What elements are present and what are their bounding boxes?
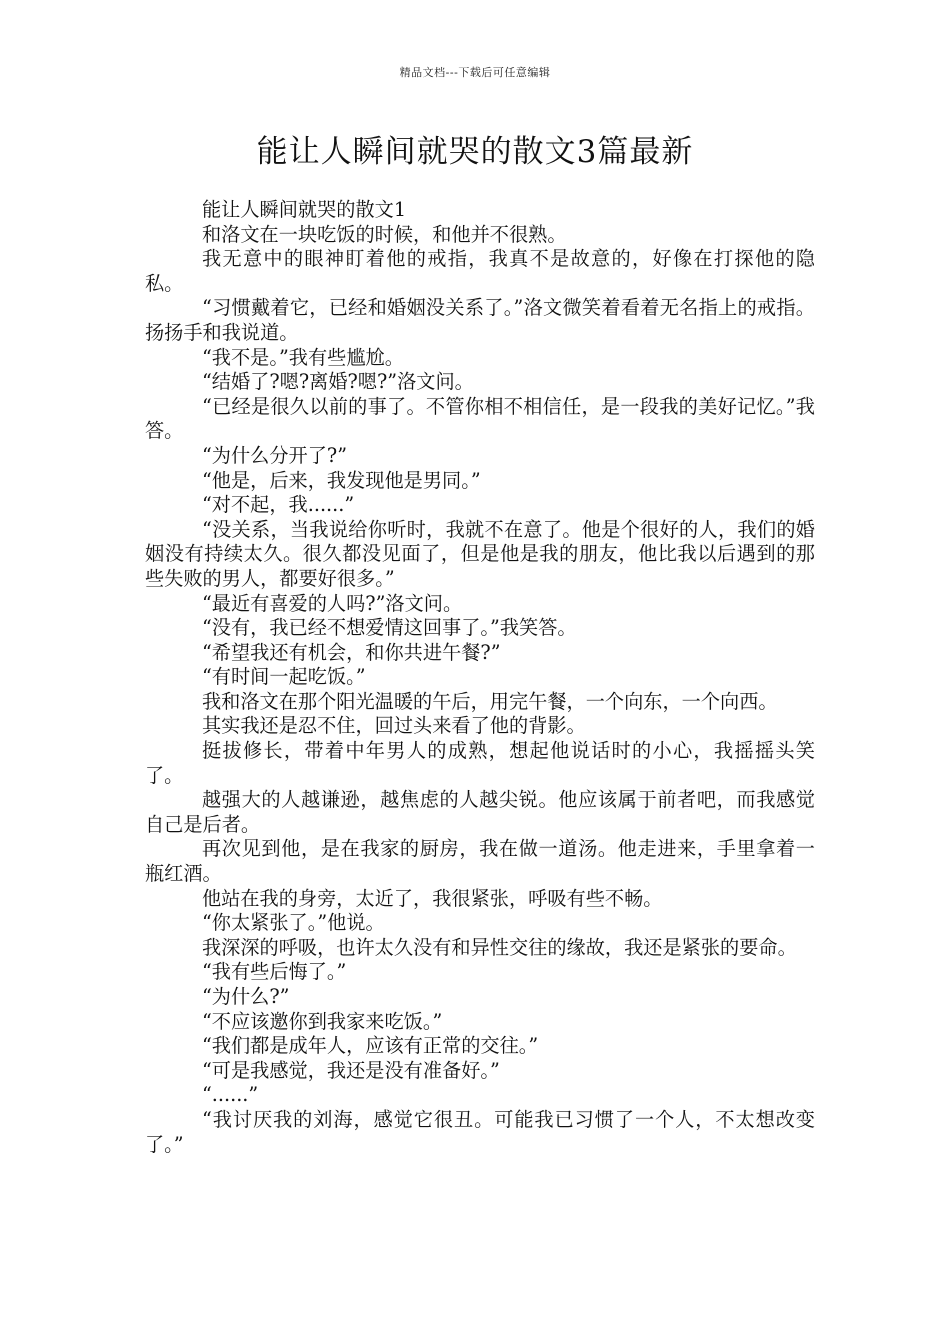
- paragraph: “你太紧张了。”他说。: [202, 911, 385, 935]
- page-header-note: 精品文档---下载后可任意编辑: [399, 66, 551, 79]
- section-heading: 能让人瞬间就哭的散文1: [202, 198, 407, 221]
- paragraph: “没关系，当我说给你听时，我就不在意了。他是个很好的人，我们的婚姻没有持续太久。很久都没见面了，但是他是我的朋友，他比我以后遇到的那些失败的男人，都要好很多。”: [145, 517, 815, 590]
- paragraph: “结婚了?嗯?离婚?嗯?”洛文问。: [202, 370, 474, 394]
- paragraph: “为什么分开了?”: [202, 443, 348, 467]
- paragraph: “对不起，我......”: [202, 493, 355, 517]
- paragraph: “为什么?”: [202, 985, 290, 1008]
- paragraph: “我讨厌我的刘海，感觉它很丑。可能我已习惯了一个人，不太想改变了。”: [145, 1107, 815, 1156]
- paragraph: “习惯戴着它，已经和婚姻没关系了。”洛文微笑着看着无名指上的戒指。扬扬手和我说道。: [145, 296, 815, 344]
- paragraph: “不应该邀你到我家来吃饭。”: [202, 1009, 443, 1033]
- paragraph: “没有，我已经不想爱情这回事了。”我笑答。: [202, 616, 577, 640]
- paragraph: 其实我还是忍不住，回过头来看了他的背影。: [202, 714, 586, 738]
- paragraph: 越强大的人越谦逊，越焦虑的人越尖锐。他应该属于前者吧，而我感觉自己是后者。: [145, 788, 815, 836]
- paragraph: 再次见到他，是在我家的厨房，我在做一道汤。他走进来，手里拿着一瓶红酒。: [145, 837, 815, 886]
- paragraph: “可是我感觉，我还是没有准备好。”: [202, 1058, 500, 1082]
- paragraph: 挺拔修长，带着中年男人的成熟，想起他说话时的小心，我摇摇头笑了。: [145, 739, 815, 787]
- paragraph: 和洛文在一块吃饭的时候，和他并不很熟。: [202, 222, 567, 246]
- document-title: 能让人瞬间就哭的散文3篇最新: [256, 134, 694, 170]
- paragraph: “我不是。”我有些尴尬。: [202, 345, 404, 369]
- paragraph: “我有些后悔了。”: [202, 960, 347, 984]
- paragraph: “有时间一起吃饭。”: [202, 665, 366, 689]
- paragraph: 他站在我的身旁，太近了，我很紧张，呼吸有些不畅。: [202, 886, 663, 910]
- paragraph: “最近有喜爱的人吗?”洛文问。: [202, 591, 463, 615]
- paragraph: “他是，后来，我发现他是男同。”: [202, 468, 481, 492]
- document-body: [145, 198, 815, 1157]
- paragraph: “已经是很久以前的事了。不管你相不相信任，是一段我的美好记忆。”我答。: [145, 394, 815, 443]
- paragraph: “......”: [202, 1083, 259, 1107]
- paragraph: “我们都是成年人，应该有正常的交往。”: [202, 1034, 539, 1058]
- paragraph: 我无意中的眼神盯着他的戒指，我真不是故意的，好像在打探他的隐私。: [145, 247, 815, 295]
- paragraph: 我深深的呼吸，也许太久没有和异性交往的缘故，我还是紧张的要命。: [202, 935, 797, 959]
- paragraph: “希望我还有机会，和你共进午餐?”: [202, 640, 501, 664]
- paragraph: 我和洛文在那个阳光温暖的午后，用完午餐，一个向东，一个向西。: [202, 689, 778, 713]
